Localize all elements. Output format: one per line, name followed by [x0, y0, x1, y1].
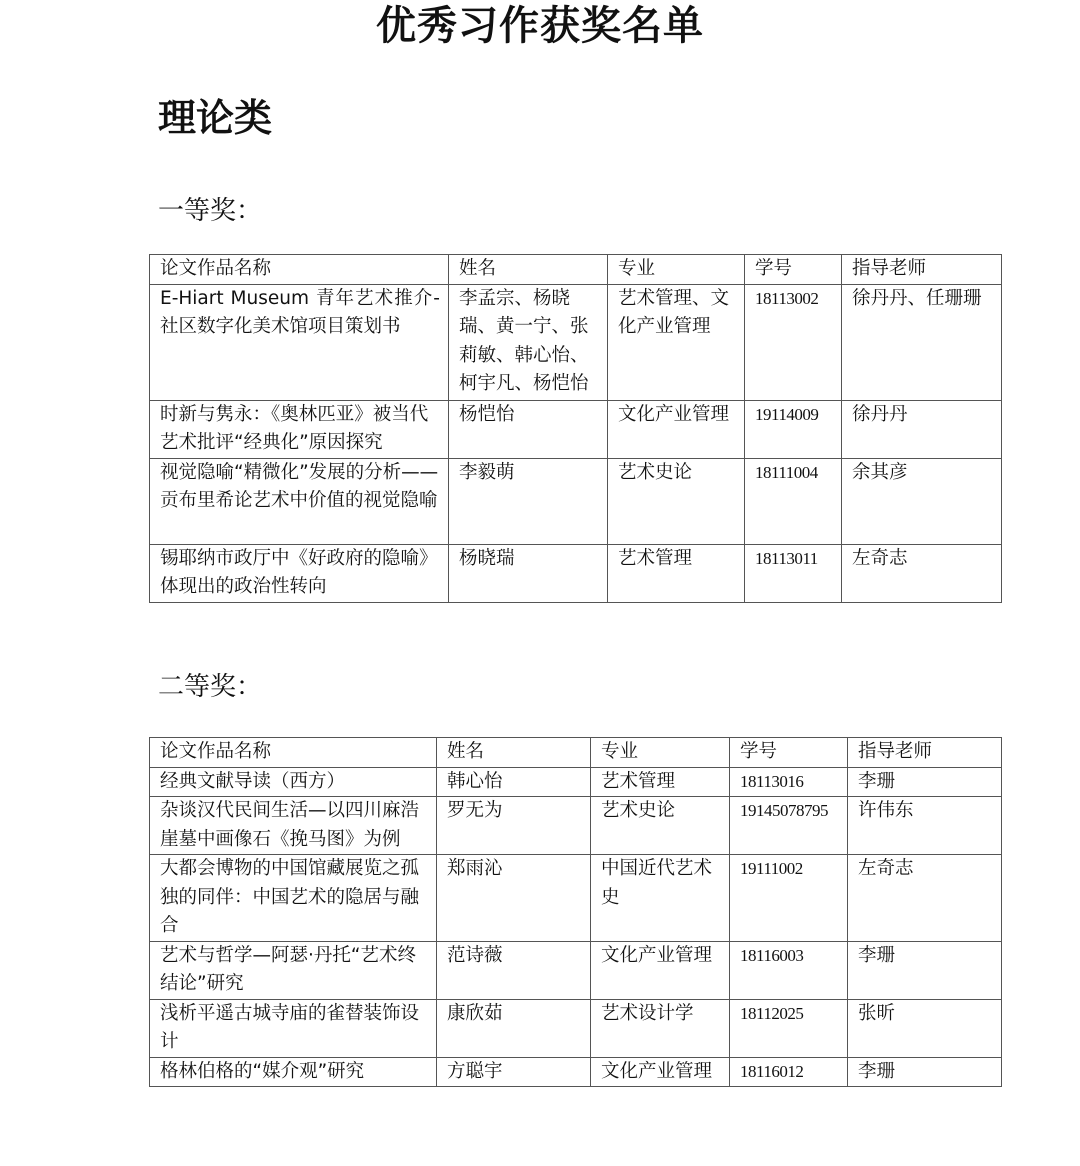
cell-advisor: 左奇志 [848, 855, 1002, 942]
table-row [150, 400, 1002, 458]
cell-student-id: 18113016 [730, 767, 848, 797]
cell-title: 格林伯格的“媒介观”研究 [150, 1057, 437, 1087]
header-major: 专业 [608, 255, 745, 285]
cell-title: 经典文献导读（西方） [150, 767, 437, 797]
first-prize-heading: 一等奖： [158, 196, 263, 226]
cell-student-id: 18113011 [745, 544, 842, 602]
cell-title: 视觉隐喻“精微化”发展的分析——贡布里希论艺术中价值的视觉隐喻 [150, 458, 449, 544]
category-heading: 理论类 [158, 96, 273, 140]
cell-name: 韩心怡 [437, 767, 591, 797]
cell-advisor: 李珊 [848, 941, 1002, 999]
cell-name: 杨恺怡 [449, 400, 608, 458]
header-major: 专业 [591, 738, 730, 768]
header-title: 论文作品名称 [150, 255, 449, 285]
header-name: 姓名 [437, 738, 591, 768]
table-header-row [150, 738, 1002, 768]
cell-title: 浅析平遥古城寺庙的雀替装饰设计 [150, 999, 437, 1057]
page-title: 优秀习作获奖名单 [376, 3, 704, 49]
cell-student-id: 19111002 [730, 855, 848, 942]
header-name: 姓名 [449, 255, 608, 285]
table-row [150, 999, 1002, 1057]
cell-title: 锡耶纳市政厅中《好政府的隐喻》体现出的政治性转向 [150, 544, 449, 602]
cell-major: 艺术管理 [608, 544, 745, 602]
cell-advisor: 徐丹丹 [842, 400, 1002, 458]
cell-advisor: 余其彦 [842, 458, 1002, 544]
table-row [150, 855, 1002, 942]
cell-major: 中国近代艺术史 [591, 855, 730, 942]
table-row [150, 544, 1002, 602]
second-prize-table [149, 737, 1002, 1087]
table-row [150, 458, 1002, 544]
cell-title: 艺术与哲学—阿瑟·丹托“艺术终结论”研究 [150, 941, 437, 999]
cell-title: E-Hiart Museum 青年艺术推介-社区数字化美术馆项目策划书 [150, 284, 449, 400]
cell-student-id: 18112025 [730, 999, 848, 1057]
table-row [150, 1057, 1002, 1087]
cell-student-id: 18116003 [730, 941, 848, 999]
cell-student-id: 19145078795 [730, 797, 848, 855]
cell-name: 李孟宗、杨晓瑞、黄一宁、张莉敏、韩心怡、柯宇凡、杨恺怡 [449, 284, 608, 400]
cell-major: 艺术史论 [591, 797, 730, 855]
cell-major: 文化产业管理 [608, 400, 745, 458]
cell-advisor: 李珊 [848, 1057, 1002, 1087]
cell-student-id: 18113002 [745, 284, 842, 400]
first-prize-table [149, 254, 1002, 603]
cell-advisor: 左奇志 [842, 544, 1002, 602]
cell-name: 李毅萌 [449, 458, 608, 544]
cell-name: 康欣茹 [437, 999, 591, 1057]
header-student-id: 学号 [745, 255, 842, 285]
header-advisor: 指导老师 [848, 738, 1002, 768]
cell-name: 罗无为 [437, 797, 591, 855]
table-row [150, 941, 1002, 999]
cell-major: 文化产业管理 [591, 1057, 730, 1087]
cell-title: 时新与隽永：《奥林匹亚》被当代艺术批评“经典化”原因探究 [150, 400, 449, 458]
cell-major: 艺术管理、文化产业管理 [608, 284, 745, 400]
cell-advisor: 李珊 [848, 767, 1002, 797]
cell-student-id: 18111004 [745, 458, 842, 544]
cell-major: 文化产业管理 [591, 941, 730, 999]
table-row [150, 797, 1002, 855]
second-prize-heading: 二等奖： [158, 672, 263, 702]
cell-advisor: 徐丹丹、任珊珊 [842, 284, 1002, 400]
table-row [150, 284, 1002, 400]
cell-name: 范诗薇 [437, 941, 591, 999]
cell-title: 大都会博物的中国馆藏展览之孤独的同伴：中国艺术的隐居与融合 [150, 855, 437, 942]
cell-major: 艺术史论 [608, 458, 745, 544]
header-student-id: 学号 [730, 738, 848, 768]
table-header-row [150, 255, 1002, 285]
header-advisor: 指导老师 [842, 255, 1002, 285]
cell-student-id: 19114009 [745, 400, 842, 458]
cell-name: 方聪宇 [437, 1057, 591, 1087]
cell-major: 艺术管理 [591, 767, 730, 797]
cell-student-id: 18116012 [730, 1057, 848, 1087]
cell-name: 杨晓瑞 [449, 544, 608, 602]
cell-advisor: 许伟东 [848, 797, 1002, 855]
table-row [150, 767, 1002, 797]
header-title: 论文作品名称 [150, 738, 437, 768]
cell-title: 杂谈汉代民间生活—以四川麻浩崖墓中画像石《挽马图》为例 [150, 797, 437, 855]
cell-advisor: 张昕 [848, 999, 1002, 1057]
cell-major: 艺术设计学 [591, 999, 730, 1057]
cell-name: 郑雨沁 [437, 855, 591, 942]
